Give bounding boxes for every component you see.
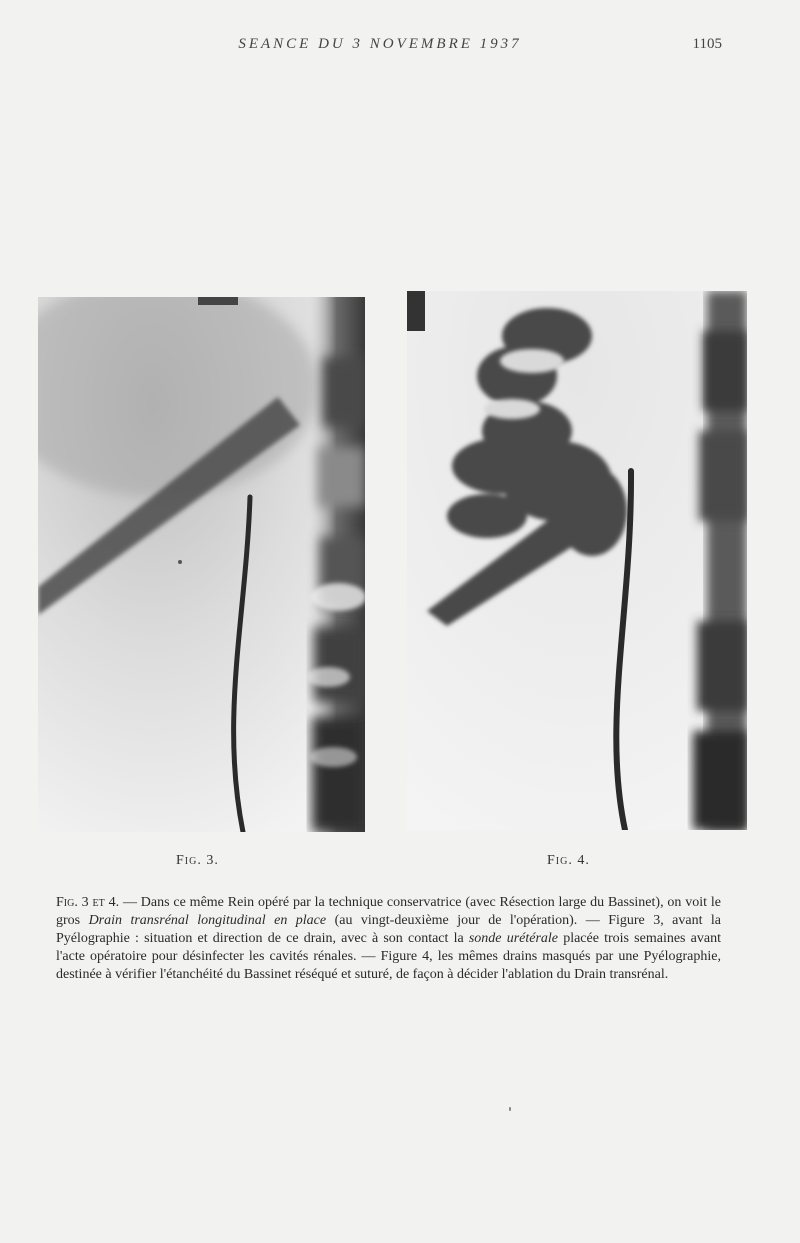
caption-italic-1: Drain transrénal longitudinal en place [88, 913, 327, 928]
paper-speck [509, 1107, 511, 1111]
caption-text-3: placée trois semaines avant l'acte opératoire pour désinfecter les cavités rénales. — Figure 4, les mêmes drains masqués par une Pyélographie, destinée à vérifier l'étanchéité du Bassinet réséqué et suturé, de façon à décider l'ablation du Drain transrénal. [56, 931, 721, 982]
caption-italic-2: sonde urétérale [468, 931, 559, 946]
page-number: 1105 [692, 36, 722, 52]
figure-caption [56, 894, 721, 984]
figure-3-image [38, 297, 365, 832]
running-title: SEANCE DU 3 NOVEMBRE 1937 [238, 36, 522, 52]
caption-text-1: — Dans ce même Rein opéré par la technique conservatrice (avec Résection large du Bassinet), on voit le gros [56, 895, 721, 928]
caption-lead: Fig. 3 et 4. [56, 895, 120, 910]
caption-text-2: (au vingt-deuxième jour de l'opération). — Figure 3, avant la Pyélographie : situation et direction de ce drain, avec à son contact la [56, 913, 722, 946]
running-head [0, 36, 800, 56]
figure-3-label: Fig. 3. [176, 853, 219, 868]
figure-4-pyelogram [407, 291, 747, 830]
figure-4-image [407, 291, 747, 830]
figure-4-label: Fig. 4. [547, 853, 590, 868]
figure-3-radiograph [38, 297, 365, 832]
